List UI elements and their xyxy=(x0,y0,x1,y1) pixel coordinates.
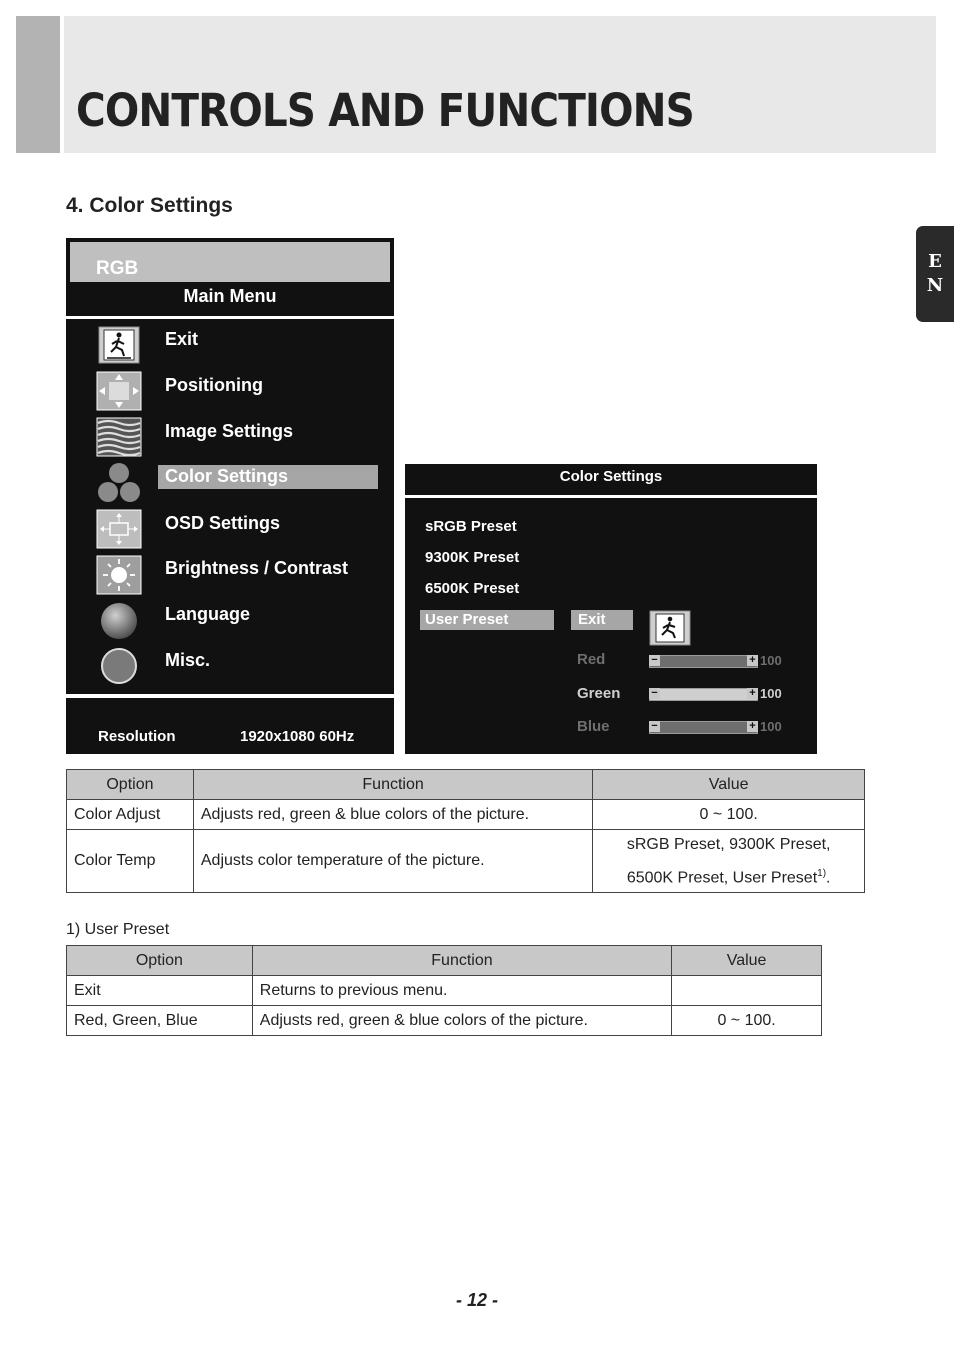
slider-green-track[interactable] xyxy=(649,688,758,701)
preset-9300k[interactable]: 9300K Preset xyxy=(425,549,520,566)
preset-user[interactable]: User Preset xyxy=(425,611,509,628)
minus-icon[interactable]: − xyxy=(649,688,660,699)
table-row xyxy=(67,976,822,1006)
osd-item-positioning[interactable]: Positioning xyxy=(165,375,263,395)
footnote-ref: 1) xyxy=(817,868,827,879)
cell-function: Adjusts color temperature of the picture. xyxy=(193,830,592,893)
cell-function: Adjusts red, green & blue colors of the picture. xyxy=(193,800,592,830)
user-preset-title: 1) User Preset xyxy=(66,921,170,938)
header-option: Option xyxy=(67,770,194,800)
slider-red-value: 100 xyxy=(760,653,782,668)
slider-red-fill xyxy=(650,656,757,667)
osd-item-exit[interactable]: Exit xyxy=(165,329,199,349)
table-header-row xyxy=(67,946,822,976)
osd-source-label: RGB xyxy=(96,258,139,279)
cell-function: Adjusts red, green & blue colors of the picture. xyxy=(252,1006,671,1036)
cell-option: Red, Green, Blue xyxy=(67,1006,253,1036)
slider-green-label: Green xyxy=(577,685,621,702)
cell-value: 0 ~ 100. xyxy=(593,800,865,830)
preset-srgb[interactable]: sRGB Preset xyxy=(425,518,517,535)
header-function: Function xyxy=(252,946,671,976)
cell-option: Color Temp xyxy=(67,830,194,893)
globe-icon xyxy=(96,601,142,641)
user-preset-exit[interactable]: Exit xyxy=(578,611,606,628)
language-tab-letter-2: N xyxy=(926,275,944,296)
slider-red-label: Red xyxy=(577,651,606,668)
cell-function: Returns to previous menu. xyxy=(252,976,671,1006)
header-option: Option xyxy=(67,946,253,976)
table-header-row xyxy=(67,770,865,800)
osd-item-image-settings[interactable]: Image Settings xyxy=(165,421,294,441)
header-value: Value xyxy=(593,770,865,800)
cell-value xyxy=(672,976,822,1006)
preset-6500k[interactable]: 6500K Preset xyxy=(425,580,520,597)
cell-value: 0 ~ 100. xyxy=(672,1006,822,1036)
move-arrows-icon xyxy=(96,371,142,411)
slider-blue-track[interactable] xyxy=(649,721,758,734)
slider-green-value: 100 xyxy=(760,686,782,701)
resolution-label: Resolution xyxy=(98,728,176,745)
cell-value xyxy=(593,830,865,893)
minus-icon[interactable]: − xyxy=(649,655,660,666)
cell-option: Color Adjust xyxy=(67,800,194,830)
slider-blue-value: 100 xyxy=(760,719,782,734)
page-number: - 12 - xyxy=(455,1290,498,1310)
color-settings-title: Color Settings xyxy=(559,468,663,485)
table-row xyxy=(67,1006,822,1036)
slider-green-fill xyxy=(650,689,757,700)
header-function: Function xyxy=(193,770,592,800)
osd-item-color-settings[interactable]: Color Settings xyxy=(165,466,289,486)
color-circles-icon xyxy=(96,461,142,507)
section-title: 4. Color Settings xyxy=(66,194,233,217)
osd-main-menu-title: Main Menu xyxy=(183,286,277,306)
cell-option: Exit xyxy=(67,976,253,1006)
language-tab xyxy=(916,226,954,322)
slider-red-track[interactable] xyxy=(649,655,758,668)
language-tab-letter-1: E xyxy=(928,251,942,272)
plus-icon[interactable]: + xyxy=(747,721,758,732)
osd-resolution-bar xyxy=(66,698,394,754)
page-title: CONTROLS AND FUNCTIONS xyxy=(76,84,694,137)
value-line-1: sRGB Preset, 9300K Preset, xyxy=(626,836,831,853)
exit-icon xyxy=(96,325,142,365)
sun-icon xyxy=(96,555,142,595)
osd-item-osd-settings[interactable]: OSD Settings xyxy=(165,513,281,533)
osd-item-brightness-contrast[interactable]: Brightness / Contrast xyxy=(165,558,349,578)
value-line-2: 6500K Preset, User Preset xyxy=(626,869,818,887)
table-row xyxy=(67,800,865,830)
header-value: Value xyxy=(672,946,822,976)
exit-icon[interactable] xyxy=(649,610,691,646)
plus-icon[interactable]: + xyxy=(747,688,758,699)
circle-icon xyxy=(96,646,142,686)
color-settings-table xyxy=(66,769,865,893)
slider-blue-fill xyxy=(650,722,757,733)
plus-icon[interactable]: + xyxy=(747,655,758,666)
user-preset-table xyxy=(66,945,822,1036)
slider-blue-label: Blue xyxy=(577,718,610,735)
header-side-block xyxy=(16,16,60,153)
resolution-value: 1920x1080 60Hz xyxy=(240,728,355,745)
image-pattern-icon xyxy=(96,417,142,457)
osd-item-language[interactable]: Language xyxy=(165,604,251,624)
table-row xyxy=(67,830,865,893)
minus-icon[interactable]: − xyxy=(649,721,660,732)
osd-frame-icon xyxy=(96,509,142,549)
osd-item-misc[interactable]: Misc. xyxy=(165,650,211,670)
value-line-end: . xyxy=(826,869,831,887)
